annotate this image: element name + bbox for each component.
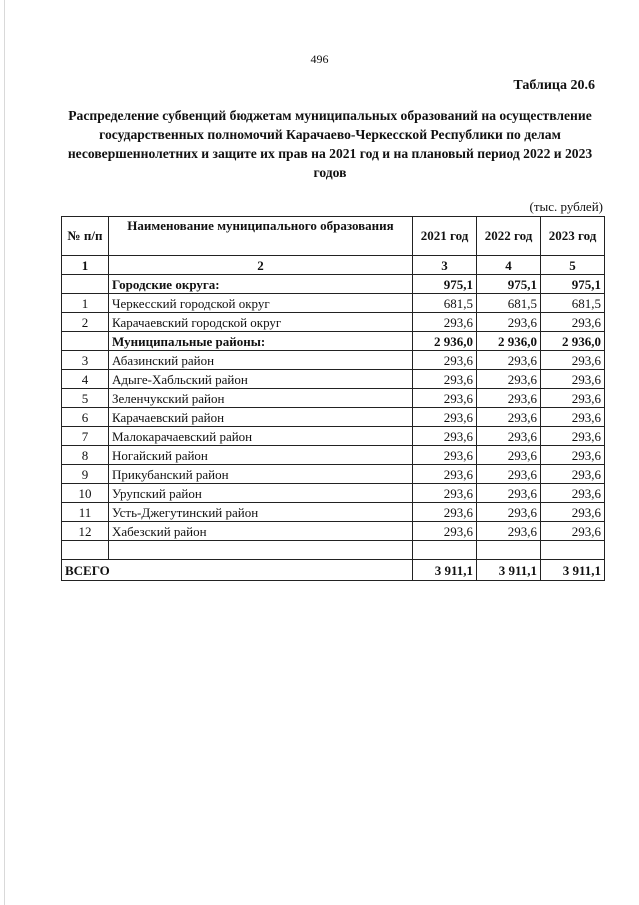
value-2021: 293,6 — [413, 313, 477, 332]
row-name: Абазинский район — [109, 351, 413, 370]
row-name: Ногайский район — [109, 446, 413, 465]
column-number: 2 — [109, 256, 413, 275]
value-2022: 681,5 — [477, 294, 541, 313]
value-2022: 293,6 — [477, 313, 541, 332]
value-2023: 975,1 — [541, 275, 605, 294]
value-2021: 293,6 — [413, 427, 477, 446]
row-name: Карачаевский городской округ — [109, 313, 413, 332]
value-2023: 681,5 — [541, 294, 605, 313]
row-number: 6 — [62, 408, 109, 427]
value-2022: 293,6 — [477, 465, 541, 484]
value-2022: 293,6 — [477, 427, 541, 446]
row-name: Карачаевский район — [109, 408, 413, 427]
table-body — [62, 275, 605, 541]
total-2023: 3 911,1 — [541, 560, 605, 581]
row-name: Черкесский городской округ — [109, 294, 413, 313]
header-row — [62, 217, 605, 256]
column-number-row — [62, 256, 605, 275]
table-row — [62, 313, 605, 332]
table-row — [62, 351, 605, 370]
value-2021: 293,6 — [413, 465, 477, 484]
row-name: Малокарачаевский район — [109, 427, 413, 446]
table-row — [62, 294, 605, 313]
empty-cell — [541, 541, 605, 560]
row-name: Муниципальные районы: — [109, 332, 413, 351]
total-2021: 3 911,1 — [413, 560, 477, 581]
row-name: Адыге-Хабльский район — [109, 370, 413, 389]
value-2022: 293,6 — [477, 370, 541, 389]
value-2021: 293,6 — [413, 408, 477, 427]
value-2023: 293,6 — [541, 465, 605, 484]
empty-cell — [477, 541, 541, 560]
header-2022: 2022 год — [477, 217, 541, 256]
value-2022: 293,6 — [477, 484, 541, 503]
row-name: Хабезский район — [109, 522, 413, 541]
value-2021: 293,6 — [413, 370, 477, 389]
value-2023: 293,6 — [541, 503, 605, 522]
empty-cell — [62, 541, 109, 560]
value-2021: 293,6 — [413, 389, 477, 408]
header-num: № п/п — [62, 217, 109, 256]
header-2021: 2021 год — [413, 217, 477, 256]
value-2023: 293,6 — [541, 389, 605, 408]
value-2023: 293,6 — [541, 351, 605, 370]
value-2021: 293,6 — [413, 446, 477, 465]
table-row — [62, 332, 605, 351]
row-name: Зеленчукский район — [109, 389, 413, 408]
value-2023: 293,6 — [541, 408, 605, 427]
row-number: 4 — [62, 370, 109, 389]
table-row — [62, 465, 605, 484]
header-name: Наименование муниципального образования — [109, 217, 413, 256]
row-number: 5 — [62, 389, 109, 408]
table-row — [62, 370, 605, 389]
value-2023: 293,6 — [541, 427, 605, 446]
value-2021: 293,6 — [413, 484, 477, 503]
page-edge — [4, 0, 5, 905]
table-row — [62, 408, 605, 427]
row-number: 1 — [62, 294, 109, 313]
row-number: 12 — [62, 522, 109, 541]
value-2022: 293,6 — [477, 389, 541, 408]
row-number: 3 — [62, 351, 109, 370]
value-2021: 293,6 — [413, 522, 477, 541]
header-2023: 2023 год — [541, 217, 605, 256]
row-name: Прикубанский район — [109, 465, 413, 484]
value-2022: 293,6 — [477, 446, 541, 465]
value-2023: 293,6 — [541, 313, 605, 332]
value-2022: 293,6 — [477, 503, 541, 522]
row-number: 7 — [62, 427, 109, 446]
column-number: 5 — [541, 256, 605, 275]
value-2023: 293,6 — [541, 446, 605, 465]
table-row — [62, 522, 605, 541]
value-2022: 293,6 — [477, 408, 541, 427]
value-2023: 293,6 — [541, 370, 605, 389]
table-row — [62, 503, 605, 522]
empty-row — [62, 541, 605, 560]
document-title: Распределение субвенций бюджетам муниципальных образований на осуществление государственных полномочий Карачаево-Черкесской Республики по делам несовершеннолетних и защите их прав на 2021 год и на плановый период 2022 и 2023 годов — [67, 108, 593, 180]
value-2022: 293,6 — [477, 522, 541, 541]
table-row — [62, 446, 605, 465]
column-number: 4 — [477, 256, 541, 275]
row-name: Усть-Джегутинский район — [109, 503, 413, 522]
value-2023: 293,6 — [541, 522, 605, 541]
table-label: Таблица 20.6 — [513, 78, 595, 93]
page-number: 496 — [310, 52, 329, 66]
empty-cell — [109, 541, 413, 560]
row-name: Урупский район — [109, 484, 413, 503]
row-name: Городские округа: — [109, 275, 413, 294]
total-row — [62, 560, 605, 581]
value-2021: 2 936,0 — [413, 332, 477, 351]
value-2021: 681,5 — [413, 294, 477, 313]
column-number: 1 — [62, 256, 109, 275]
table-row — [62, 389, 605, 408]
row-number: 11 — [62, 503, 109, 522]
value-2022: 293,6 — [477, 351, 541, 370]
units-note: (тыс. рублей) — [529, 199, 603, 214]
row-number — [62, 332, 109, 351]
table-row — [62, 427, 605, 446]
row-number: 8 — [62, 446, 109, 465]
row-number: 9 — [62, 465, 109, 484]
subvention-table — [61, 216, 605, 581]
table-row — [62, 275, 605, 294]
value-2022: 975,1 — [477, 275, 541, 294]
table-row — [62, 484, 605, 503]
value-2023: 2 936,0 — [541, 332, 605, 351]
total-label: ВСЕГО — [62, 560, 413, 581]
row-number — [62, 275, 109, 294]
value-2023: 293,6 — [541, 484, 605, 503]
column-number: 3 — [413, 256, 477, 275]
value-2021: 293,6 — [413, 503, 477, 522]
row-number: 10 — [62, 484, 109, 503]
empty-cell — [413, 541, 477, 560]
value-2021: 293,6 — [413, 351, 477, 370]
value-2022: 2 936,0 — [477, 332, 541, 351]
row-number: 2 — [62, 313, 109, 332]
total-2022: 3 911,1 — [477, 560, 541, 581]
value-2021: 975,1 — [413, 275, 477, 294]
